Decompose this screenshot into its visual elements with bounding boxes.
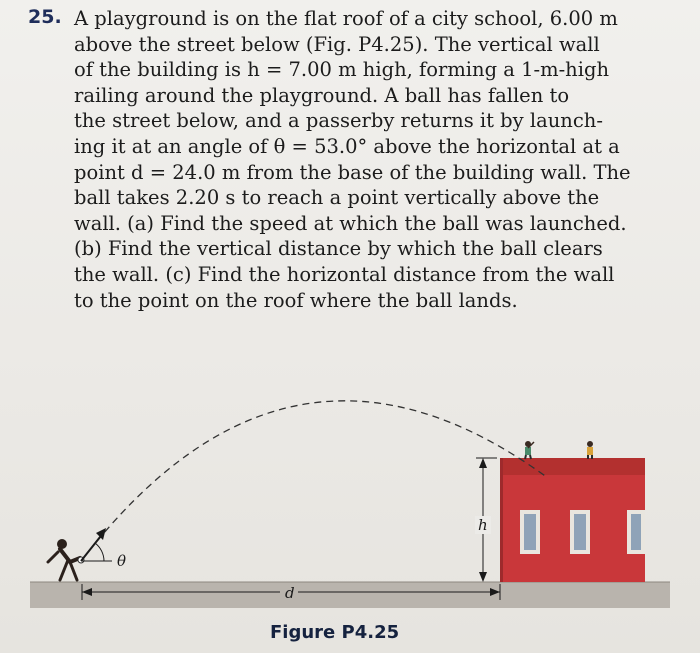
problem-number: 25.: [28, 6, 62, 28]
problem-line: A playground is on the flat roof of a city school, 6.00 m: [74, 7, 618, 30]
school-building: [500, 458, 645, 582]
figure-caption: Figure P4.25: [270, 622, 400, 643]
problem-line: to the point on the roof where the ball lands.: [74, 288, 518, 312]
d-label: d: [285, 584, 295, 602]
window-glass: [574, 514, 586, 550]
roof-person-right: [587, 441, 593, 459]
problem-line: above the street below (Fig. P4.25). The vertical wall: [74, 32, 600, 56]
problem-line: the street below, and a passerby returns it by launch-: [74, 109, 603, 133]
problem-line: ball takes 2.20 s to reach a point vertically above the: [74, 186, 600, 210]
problem-line: wall. (a) Find the speed at which the ball was launched.: [74, 211, 627, 235]
trajectory-path: [82, 401, 548, 560]
roof-person-left: [525, 441, 534, 459]
window-glass: [524, 514, 536, 550]
problem-line: railing around the playground. A ball has fallen to: [74, 83, 570, 107]
velocity-arrowhead: [96, 528, 106, 540]
theta-label: θ: [117, 552, 127, 570]
problem-line: point d = 24.0 m from the base of the building wall. The: [74, 160, 631, 184]
problem-line: the wall. (c) Find the horizontal distance from the wall: [74, 262, 615, 286]
problem-line: of the building is h = 7.00 m high, forming a 1-m-high: [74, 58, 610, 82]
h-label: h: [478, 516, 488, 534]
problem-line: ing it at an angle of θ = 53.0° above the horizontal at a: [74, 134, 620, 158]
passerby-figure: [48, 539, 84, 580]
problem-line: (b) Find the vertical distance by which the ball clears: [74, 237, 603, 261]
projectile-figure: [0, 340, 700, 620]
street-ground: [30, 582, 670, 608]
angle-arc: [95, 543, 104, 561]
building-edge: [500, 458, 503, 582]
problem-text: [74, 6, 670, 313]
window-glass: [631, 514, 641, 550]
